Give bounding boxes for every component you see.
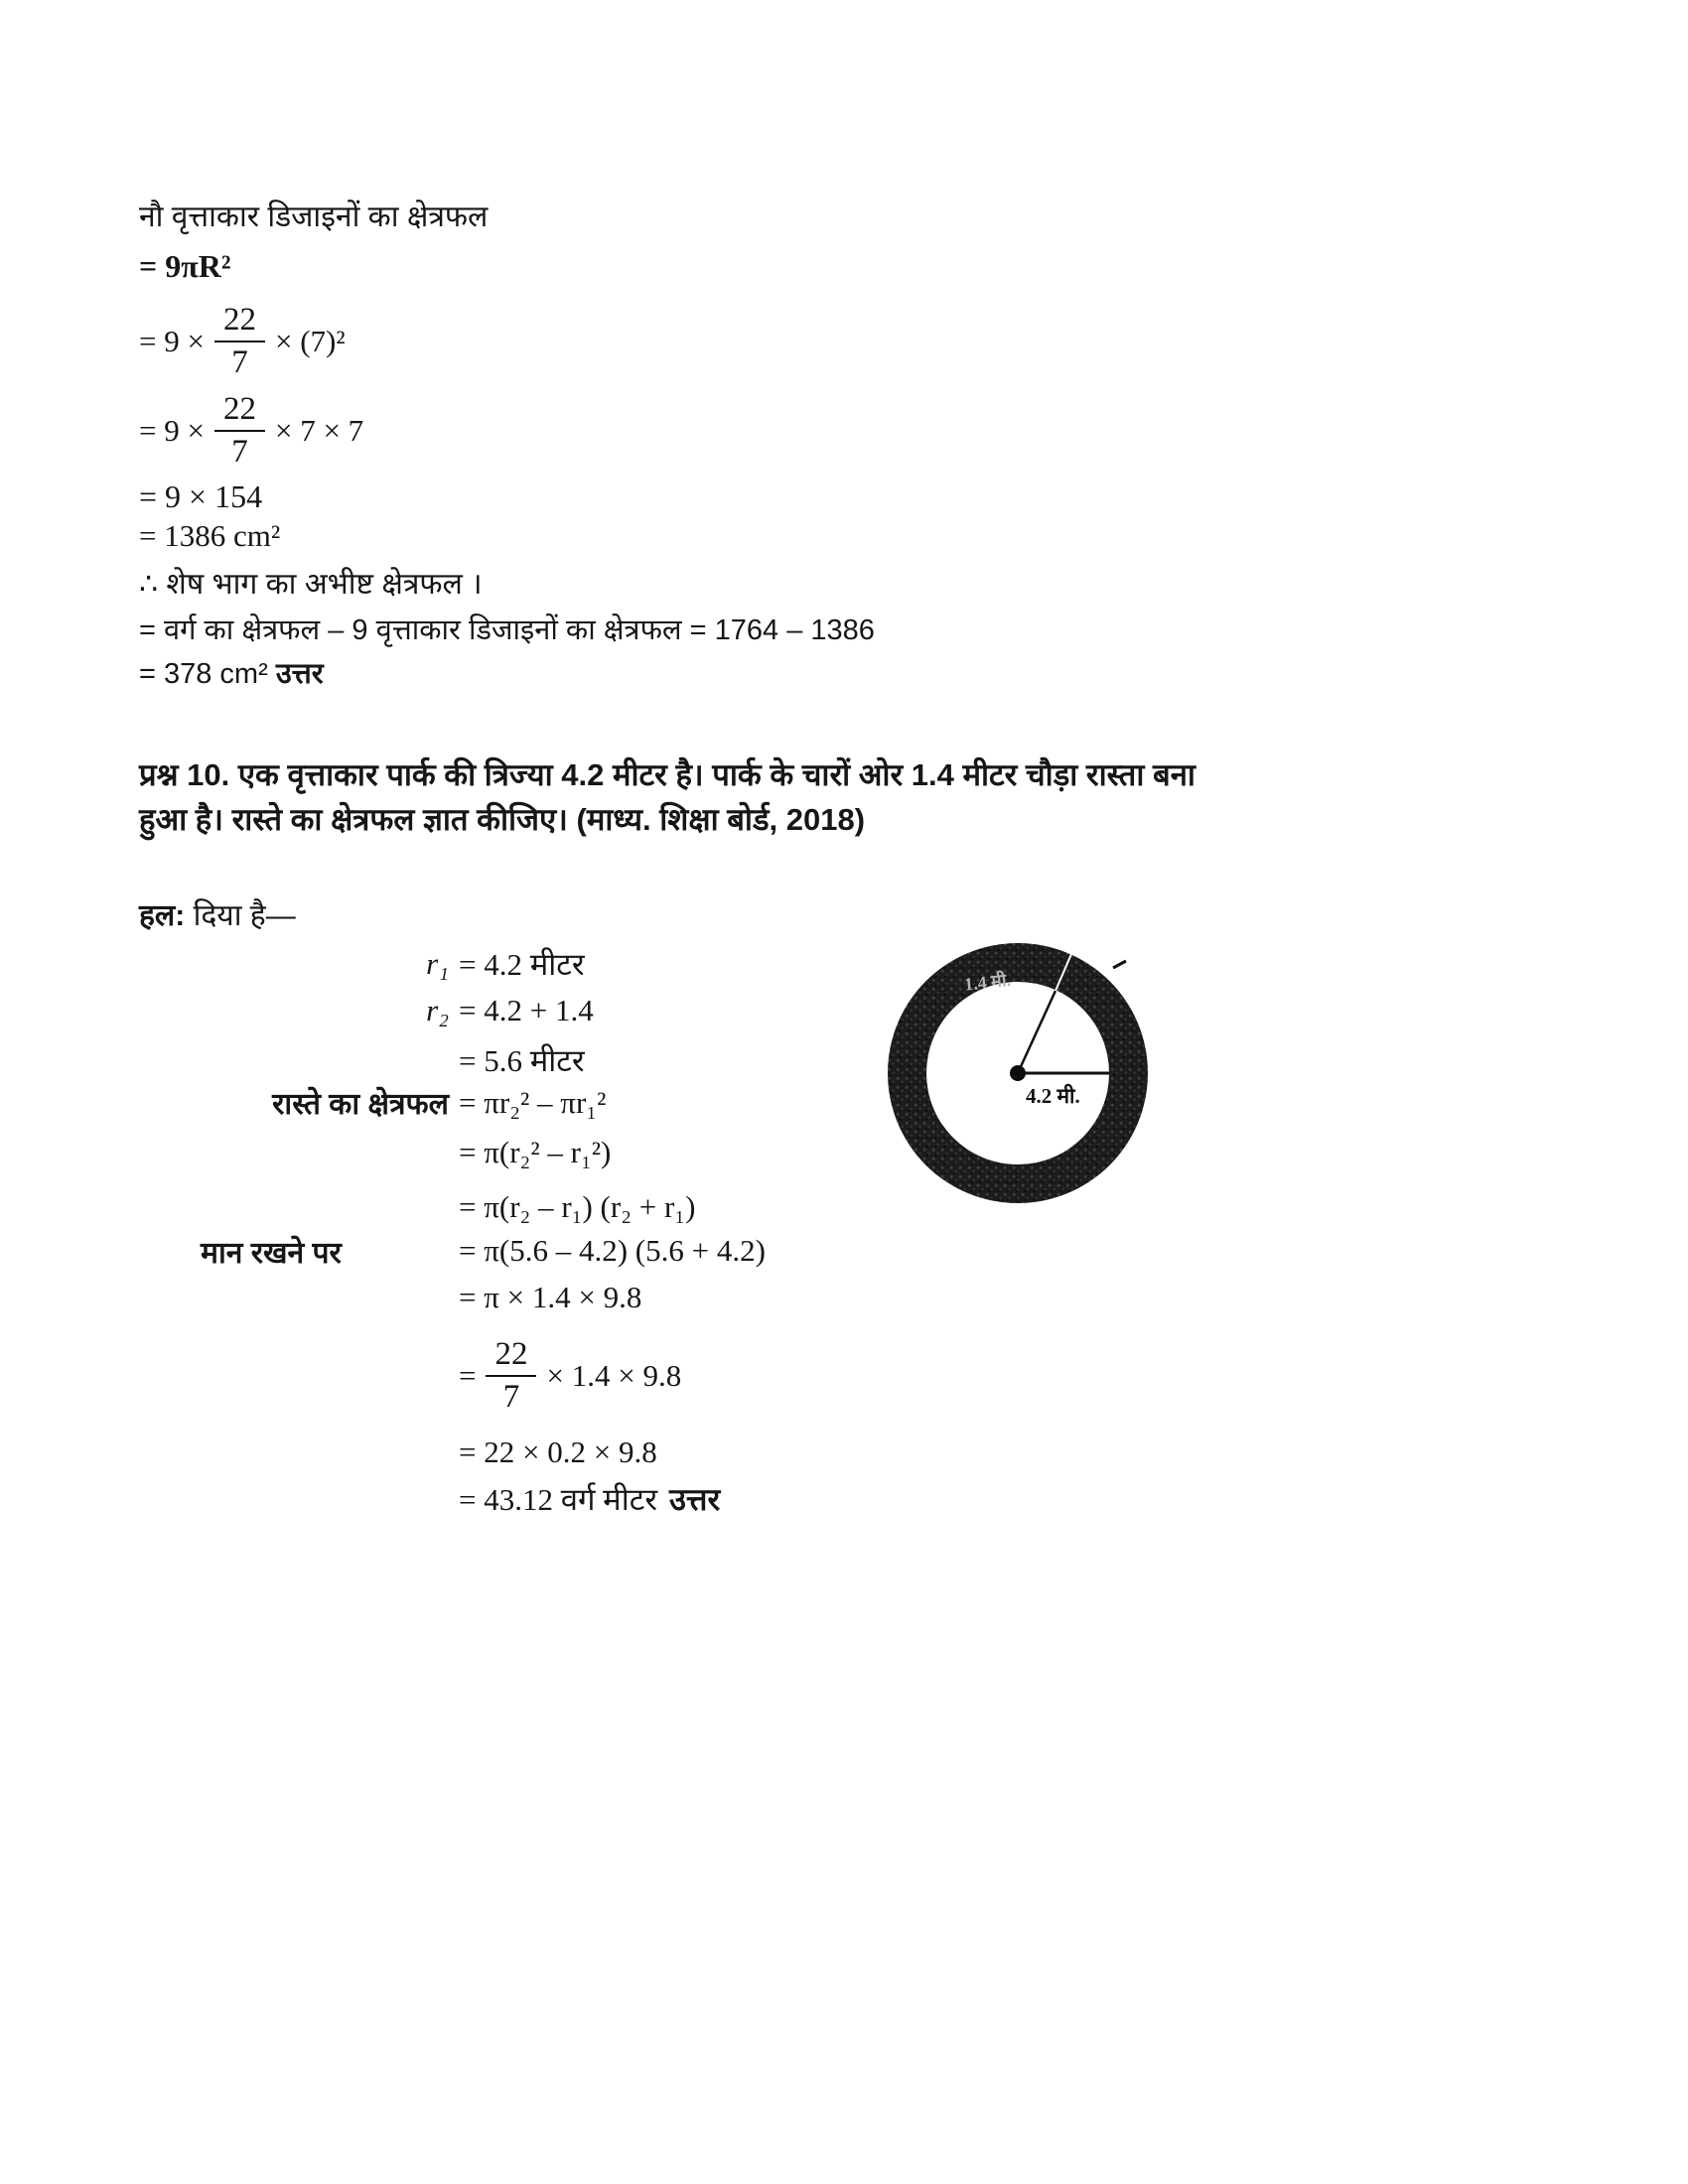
- fraction-numerator: 22: [214, 391, 265, 432]
- equation-row-pi-product: [139, 1280, 1132, 1315]
- answer-word: उत्तर: [669, 1482, 721, 1517]
- fraction-expression: [459, 1336, 681, 1416]
- fraction-denominator: 7: [231, 433, 248, 470]
- park-path-diagram: [887, 942, 1149, 1204]
- final-answer-value: = 43.12 वर्ग मीटर: [459, 1482, 658, 1517]
- fraction-numerator: 22: [214, 302, 265, 342]
- answer-value: = 378 cm²: [139, 658, 268, 690]
- substitution-label: मान रखने पर: [201, 1236, 342, 1270]
- fraction-22-7: [486, 1336, 536, 1416]
- pi-product: = π × 1.4 × 9.8: [459, 1280, 642, 1314]
- decimal-product: = 22 × 0.2 × 9.8: [459, 1434, 657, 1469]
- r1-variable: r₁: [426, 946, 449, 981]
- equation-pre: =: [459, 1358, 477, 1393]
- equation-9piR2: = 9πR²: [139, 248, 231, 284]
- solution-heading-bold: हल:: [139, 899, 186, 932]
- equation-row-fraction: [139, 1330, 1132, 1422]
- answer-word: उत्तर: [275, 658, 324, 690]
- fraction-numerator: 22: [486, 1336, 536, 1377]
- fraction-22-7: [214, 302, 265, 381]
- equation-frac-7squared: [139, 302, 346, 381]
- r1-value: = 4.2 मीटर: [459, 947, 585, 982]
- therefore-remaining-area: ∴ शेष भाग का अभीष्ट क्षेत्रफल ।: [139, 568, 483, 601]
- fraction-22-7: [214, 391, 265, 471]
- solution-heading: [139, 893, 296, 934]
- answer-378-line: [139, 653, 324, 692]
- path-area-formula: = πr₂² – πr₁²: [459, 1084, 607, 1120]
- equation-pre: = 9 ×: [139, 323, 205, 358]
- equation-row-final-answer: [139, 1478, 1132, 1520]
- question-10-line1: प्रश्न 10. एक वृत्ताकार पार्क की त्रिज्या 4.2 मीटर है। पार्क के चारों ओर 1.4 मीटर चौड़ा रास्ता बना: [139, 757, 1196, 792]
- r2-result: = 5.6 मीटर: [459, 1043, 585, 1078]
- equation-1386: = 1386 cm²: [139, 518, 281, 553]
- equation-pre: = 9 ×: [139, 412, 205, 448]
- r2-value: = 4.2 + 1.4: [459, 993, 594, 1027]
- radius-label: 4.2 मी.: [1026, 1084, 1080, 1108]
- equation-row-substitution: [139, 1233, 1132, 1269]
- equation-post: × 7 × 7: [274, 412, 364, 448]
- substituted-values: = π(5.6 – 4.2) (5.6 + 4.2): [459, 1233, 766, 1268]
- equation-row-decimal-product: [139, 1434, 1132, 1470]
- square-minus-circles-line: = वर्ग का क्षेत्रफल – 9 वृत्ताकार डिजाइनों का क्षेत्रफल = 1764 – 1386: [139, 614, 875, 646]
- factored-formula-2: = π(r₂ – r₁) (r₂ + r₁): [459, 1189, 696, 1224]
- fraction-denominator: 7: [231, 343, 248, 380]
- equation-9x154: = 9 × 154: [139, 478, 263, 514]
- solution-heading-rest: दिया है—: [185, 899, 296, 932]
- equation-post: × (7)²: [274, 323, 346, 358]
- nine-designs-area-heading: नौ वृत्ताकार डिजाइनों का क्षेत्रफल: [139, 201, 489, 233]
- path-area-label: रास्ते का क्षेत्रफल: [272, 1088, 449, 1121]
- problem9-solution-block: [139, 195, 1331, 711]
- question-10: [139, 752, 1251, 842]
- question-10-line2: हुआ है। रास्ते का क्षेत्रफल ज्ञात कीजिए। (माध्य. शिक्षा बोर्ड, 2018): [139, 802, 866, 837]
- factored-formula-1: = π(r₂² – r₁²): [459, 1135, 612, 1169]
- equation-frac-7x7: [139, 391, 363, 471]
- fraction-denominator: 7: [502, 1379, 520, 1415]
- outer-tick-mark: [1113, 961, 1126, 968]
- path-width-label: 1.4 मी.: [963, 969, 1012, 995]
- r2-variable: r₂: [426, 993, 449, 1027]
- equation-post: × 1.4 × 9.8: [546, 1358, 682, 1393]
- center-dot: [1010, 1065, 1026, 1081]
